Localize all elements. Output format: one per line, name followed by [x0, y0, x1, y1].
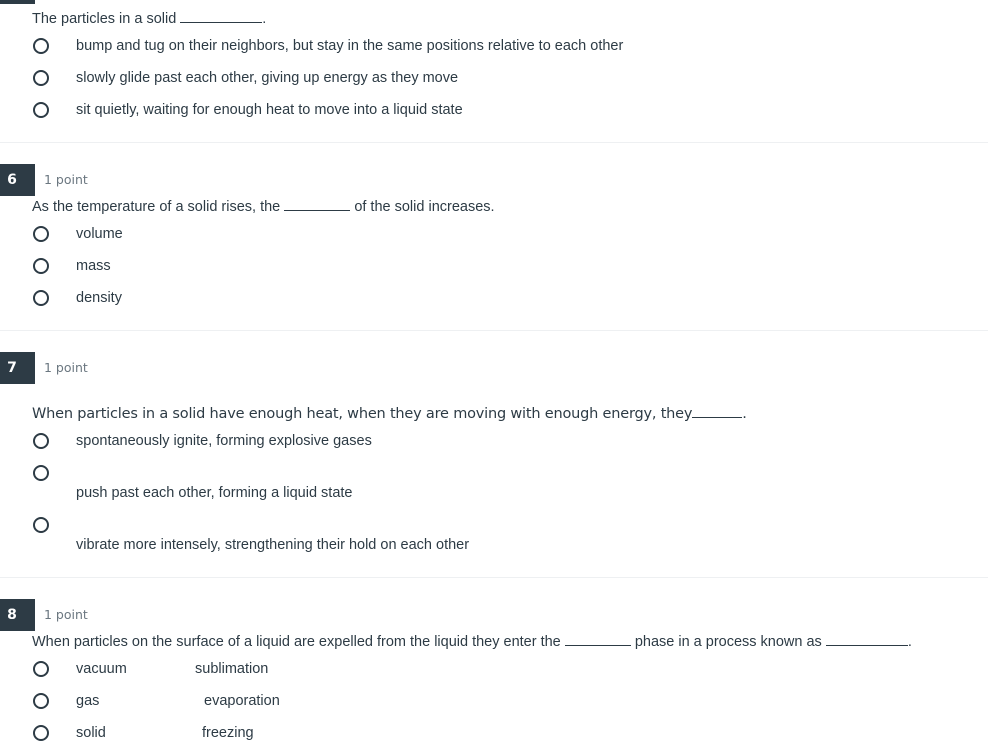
q7-option-3-label[interactable]: vibrate more intensely, strengthening their hold on each other: [76, 537, 470, 553]
q7-option-1-radio[interactable]: [33, 433, 49, 449]
question-7-text: [32, 405, 747, 422]
answer-blank: [284, 198, 350, 211]
answer-blank: [692, 405, 742, 418]
q8-option-2-second[interactable]: evaporation: [204, 693, 280, 709]
q8-option-1-radio[interactable]: [33, 661, 49, 677]
q8-option-1-first[interactable]: vacuum: [76, 661, 127, 677]
q8-option-2-radio[interactable]: [33, 693, 49, 709]
q5-option-3-radio[interactable]: [33, 102, 49, 118]
question-6-prompt-end: of the solid increases.: [354, 199, 495, 215]
q5-option-2-label[interactable]: slowly glide past each other, giving up energy as they move: [76, 70, 459, 86]
answer-blank-2: [826, 633, 908, 646]
question-6-prompt: As the temperature of a solid rises, the: [32, 199, 281, 215]
answer-blank: [180, 10, 262, 23]
question-8-prompt: When particles on the surface of a liquid are expelled from the liquid they enter the: [32, 634, 561, 650]
q8-option-3-second[interactable]: freezing: [202, 725, 254, 741]
question-divider: [0, 330, 988, 331]
question-6-points: 1 point: [44, 172, 88, 187]
question-8-end: .: [907, 634, 912, 650]
question-6-text: [32, 198, 495, 215]
question-5-text: [32, 10, 266, 27]
question-6-number: 6: [0, 164, 35, 196]
q6-option-3-radio[interactable]: [33, 290, 49, 306]
q8-option-3-radio[interactable]: [33, 725, 49, 741]
q6-option-3-label[interactable]: density: [76, 290, 122, 306]
q7-option-1-label[interactable]: spontaneously ignite, forming explosive gases: [76, 433, 372, 449]
question-8-text: [32, 633, 912, 650]
question-7-end: .: [742, 406, 747, 422]
question-divider: [0, 577, 988, 578]
q5-option-1-radio[interactable]: [33, 38, 49, 54]
q6-option-2-radio[interactable]: [33, 258, 49, 274]
question-8-number: 8: [0, 599, 35, 631]
question-7-points: 1 point: [44, 360, 88, 375]
q6-option-1-radio[interactable]: [33, 226, 49, 242]
q7-option-2-radio[interactable]: [33, 465, 49, 481]
q5-option-3-label[interactable]: sit quietly, waiting for enough heat to move into a liquid state: [76, 102, 463, 118]
q5-option-1-label[interactable]: bump and tug on their neighbors, but stay in the same positions relative to each other: [76, 38, 624, 54]
q8-option-1-second[interactable]: sublimation: [195, 661, 269, 677]
q8-option-2-first[interactable]: gas: [76, 693, 100, 709]
q6-option-1-label[interactable]: volume: [76, 226, 123, 242]
q8-option-3-first[interactable]: solid: [76, 725, 106, 741]
q7-option-2-label[interactable]: push past each other, forming a liquid state: [76, 485, 353, 501]
answer-blank-1: [565, 633, 631, 646]
question-5-number-tab: [0, 0, 35, 4]
question-divider: [0, 142, 988, 143]
question-8-prompt-middle: phase in a process known as: [634, 634, 822, 650]
question-5-prompt: The particles in a solid: [32, 11, 177, 27]
q6-option-2-label[interactable]: mass: [76, 258, 111, 274]
question-7-prompt: When particles in a solid have enough heat, when they are moving with enough energy, they: [32, 406, 693, 422]
q7-option-3-radio[interactable]: [33, 517, 49, 533]
q5-option-2-radio[interactable]: [33, 70, 49, 86]
question-7-number: 7: [0, 352, 35, 384]
question-8-points: 1 point: [44, 607, 88, 622]
question-5-end: .: [262, 11, 267, 27]
